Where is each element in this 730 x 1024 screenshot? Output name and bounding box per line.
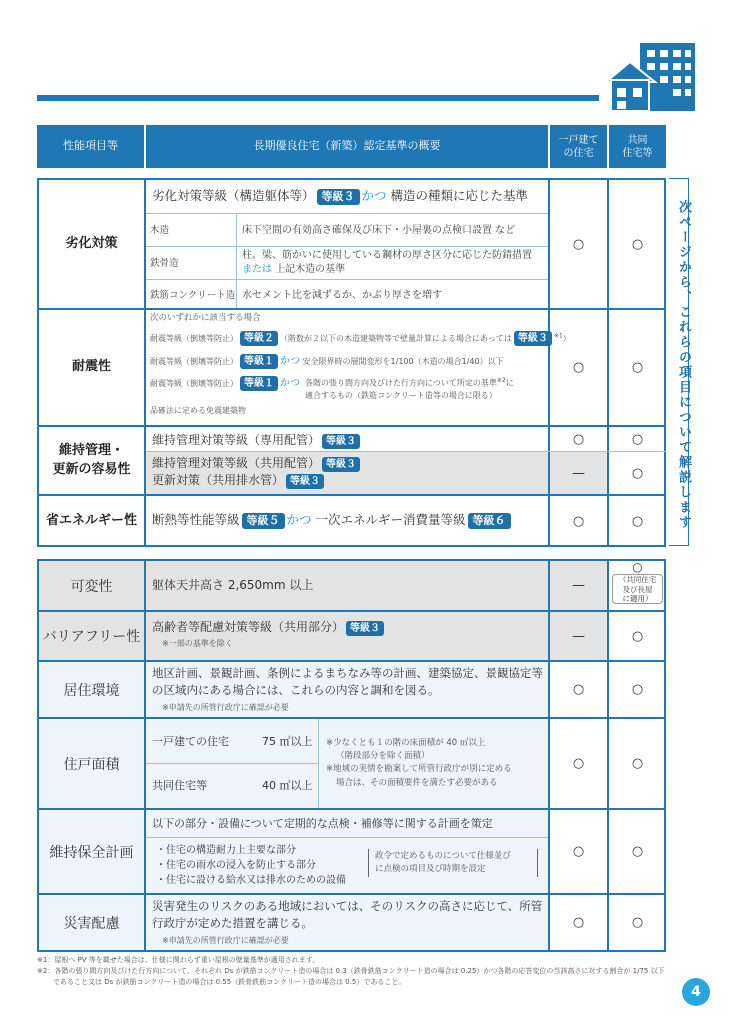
seismic-line1: 耐震等級（倒壊等防止） 等級２ （階数が２以下の木造建築物等で壁量計算による場合にあっては 等級３ $^{※1}$） [150,332,571,344]
mark-energy-2: ○ [631,513,644,529]
mark-maintenance-2b: ○ [631,465,644,481]
category-environment: 居住環境 [63,682,120,699]
header-detached: 一戸建て の住宅 [550,125,607,168]
disaster-note: ※申請先の所管行政庁に確認が必要 [162,936,289,945]
header-collective: 共同 住宅等 [609,125,666,168]
mark-seismic-2: ○ [631,360,644,375]
mark-plan-1: ○ [572,844,585,859]
mark-disaster-2: ○ [631,915,644,930]
maintenance-row1: 維持管理対策等級（専用配管） 等級３ [152,431,362,449]
seismic-line3: 耐震等級（倒壊等防止） 等級１ かつ [150,378,300,389]
header-rule [37,95,599,101]
area-collective-label: 共同住宅等 [152,779,207,792]
mark-barrierfree-1: — [572,628,585,644]
maintenance-row2: 維持管理対策等級（共用配管） 等級３ 更新対策（共用排水管） 等級３ [152,455,362,490]
mark-variability-1: — [572,578,585,593]
plan-items [156,843,346,888]
variability-text: 躯体天井高さ 2,650mm 以上 [152,578,314,592]
seismic-intro: 次のいずれかに該当する場合 [150,313,261,323]
category-energy: 省エネルギー性 [45,512,137,528]
seismic-line4: 品確法に定める免震建築物 [150,406,246,415]
environment-text: 地区計画、景観計画、条例によるまちなみ等の計画、建築協定、景観協定等の区域内にある場合には、これらの内容と調和を図る。 [152,666,543,697]
building-icon [600,40,700,115]
mark-environment-2: ○ [631,682,644,697]
footnotes: ※1：屋根へ PV 等を載せた場合は、仕様に関わらず重い屋根の壁量基準が適用されます。 ※2：各階の張り間方向及びけた行方向について、それぞれ Ds が鉄筋コンクリート造の場合は 0.3（鉄骨鉄筋コンクリート造の場合は 0.25）かつ各階の応答変位の当該高さに対する割合が 1/75 以下 であること又は Ds が鉄筋コンクリート造の場合は 0.55（鉄骨鉄筋コンクリート造の場合は 0.5）であること。 [37,956,665,986]
area-detached-value: 75 ㎡以上 [262,735,313,748]
area-collective-value: 40 ㎡以上 [262,779,313,792]
category-variability: 可変性 [70,578,113,595]
category-disaster: 災害配慮 [63,915,120,932]
mark-maintenance-1a: ○ [572,431,585,447]
type-steel: 鉄骨造 [150,258,179,269]
area-notes: ※少なくとも１の階の床面積が 40 ㎡以上 （階段部分を除く面積） ※地域の実情を勘案して所管行政庁が別に定める 場合は、その面積要件を満たす必要がある [326,738,512,788]
type-wood: 木造 [150,225,170,236]
category-deterioration: 劣化対策 [65,235,118,251]
plan-head: 以下の部分・設備について定期的な点検・補修等に関する計画を策定 [152,817,493,830]
plan-box: 政令で定めるものについて仕様並び に点検の項目及び時期を設定 [368,849,538,877]
barrierfree-text: 高齢者等配慮対策等級（共用部分） 等級３ [152,618,386,636]
mark-plan-2: ○ [631,844,644,859]
disaster-text: 災害発生のリスクのある地域においては、そのリスクの高さに応じて、所管行政庁が定めた措置を講じる。 [152,899,543,930]
mark-area-1: ○ [572,756,585,771]
deterioration-main: 劣化対策等級（構造躯体等） 等級３ かつ 構造の種類に応じた基準 [152,187,547,206]
seismic-line2: 耐震等級（倒壊等防止） 等級１ かつ 安全限界時の層間変形を1/100（木造の場合1/40）以下 [150,356,504,367]
header-item-label: 性能項目等 [37,125,144,168]
barrierfree-note: ※一部の基準を除く [162,639,233,648]
desc-rc: 水セメント比を減ずるか、かぶり厚さを増す [242,290,442,301]
mark-disaster-1: ○ [572,915,585,930]
mark-seismic-1: ○ [572,360,585,375]
list-item: ・住宅に設ける給水又は排水のための設備 [156,875,346,886]
side-note: 次ページから、これらの項目について解説します [676,200,691,530]
page-number: 4 [682,978,710,1006]
mark-energy-1: ○ [572,513,585,529]
mark-deterioration-1: ○ [572,236,585,252]
type-rc: 鉄筋コンクリート造 [150,290,236,301]
desc-steel: 柱、梁、筋かいに使用している鋼材の厚さ区分に応じた防錆措置 または 上記木造の基準 [242,250,532,275]
environment-note: ※申請先の所管行政庁に確認が必要 [162,703,289,712]
category-seismic: 耐震性 [71,359,111,375]
seismic-line3-detail: 各階の張り間方向及びけた行方向について所定の基準$^{※2}$に 適合するもの（鉄筋コンクリート造等の場合に限る） [305,377,514,400]
area-detached-label: 一戸建ての住宅 [152,735,229,748]
mark-deterioration-2: ○ [631,236,644,252]
mark-variability-2: ○ （共同住宅 及び長屋 に適用） [609,561,666,610]
mark-area-2: ○ [631,756,644,771]
header-overview: 長期優良住宅（新築）認定基準の概要 [146,125,548,168]
mark-maintenance-2a: — [550,452,607,494]
list-item: ・住宅の構造耐力上主要な部分 [156,845,296,856]
category-area: 住戸面積 [63,756,120,773]
mark-barrierfree-2: ○ [631,628,644,644]
category-barrierfree: バリアフリー性 [42,629,141,645]
mark-maintenance-1b: ○ [631,431,644,447]
category-maintenance: 維持管理・ 更新の容易性 [52,443,131,477]
category-plan: 維持保全計画 [49,844,134,861]
mark-environment-1: ○ [572,682,585,697]
list-item: ・住宅の雨水の浸入を防止する部分 [156,860,316,871]
desc-wood: 床下空間の有効高さ確保及び床下・小屋裏の点検口設置 など [242,225,516,236]
energy-text: 断熱等性能等級 等級５ かつ 一次エネルギー消費量等級 等級６ [152,511,513,530]
